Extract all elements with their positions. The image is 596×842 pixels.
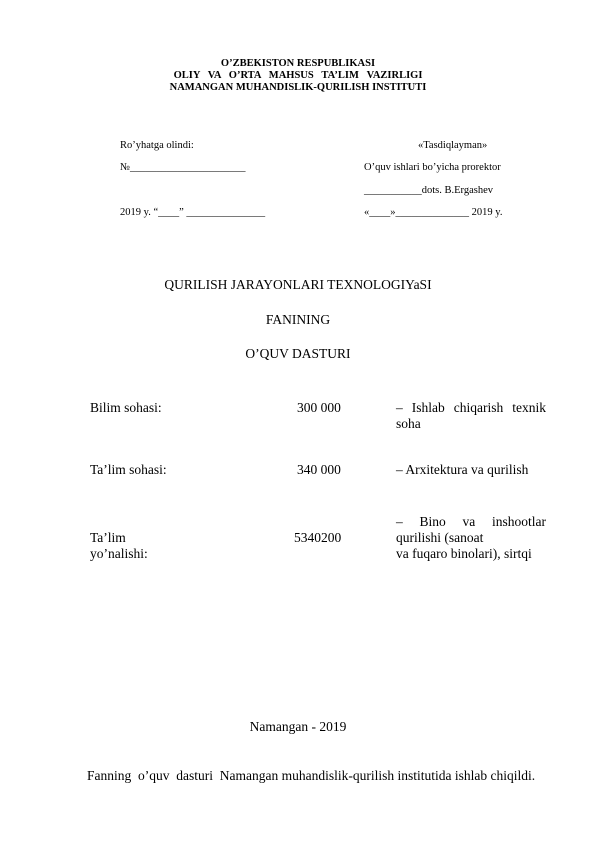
education-area-description xyxy=(396,462,546,478)
header-line-republic: O’ZBEKISTON RESPUBLIKASI xyxy=(220,58,376,69)
received-label: Ro’yhatga olindi: xyxy=(120,140,194,151)
education-direction-code: 5340200 xyxy=(294,530,342,545)
knowledge-area-label: Bilim sohasi: xyxy=(90,400,162,415)
description-line: – Ishlab chiqarish texnik xyxy=(396,400,546,415)
description-line: va fuqaro binolari), sirtqi xyxy=(396,546,532,561)
description-line: – Arxitektura va qurilish xyxy=(396,462,529,477)
knowledge-area-code: 300 000 xyxy=(297,400,341,415)
ministry-header xyxy=(0,58,596,94)
education-area-code: 340 000 xyxy=(297,462,341,477)
development-note: Fanning o’quv dasturi Namangan muhandislik-qurilish institutida ishlab chiqildi. xyxy=(87,768,536,783)
label-line: Ta’lim xyxy=(90,530,126,545)
header-line-institute: NAMANGAN MUHANDISLIK-QURILISH INSTITUTI xyxy=(169,82,427,93)
education-direction-label xyxy=(90,530,148,562)
approver-signature: ___________dots. B.Ergashev xyxy=(364,185,494,196)
description-line: soha xyxy=(396,416,421,431)
education-direction-description xyxy=(396,514,546,562)
registration-date: 2019 y. “____” _______________ xyxy=(120,207,266,218)
registration-number: №______________________ xyxy=(120,162,246,173)
description-line: – Bino va inshootlar xyxy=(396,514,546,529)
city-year: Namangan - 2019 xyxy=(249,719,347,734)
header-line-ministry: OLIY VA O’RTA MAHSUS TA’LIM VAZIRLIGI xyxy=(173,70,423,81)
approve-label: «Tasdiqlayman» xyxy=(418,140,488,151)
label-line: yo’nalishi: xyxy=(90,546,148,561)
course-subtitle: FANINING xyxy=(265,312,331,327)
knowledge-area-description xyxy=(396,400,546,432)
program-title: O’QUV DASTURI xyxy=(245,346,351,361)
description-line: qurilishi (sanoat xyxy=(396,530,484,545)
course-title: QURILISH JARAYONLARI TEXNOLOGIYaSI xyxy=(164,277,432,292)
approval-date: «____»______________ 2019 y. xyxy=(364,207,503,218)
approver-role: O’quv ishlari bo’yicha prorektor xyxy=(364,162,501,173)
education-area-label: Ta’lim sohasi: xyxy=(90,462,167,477)
